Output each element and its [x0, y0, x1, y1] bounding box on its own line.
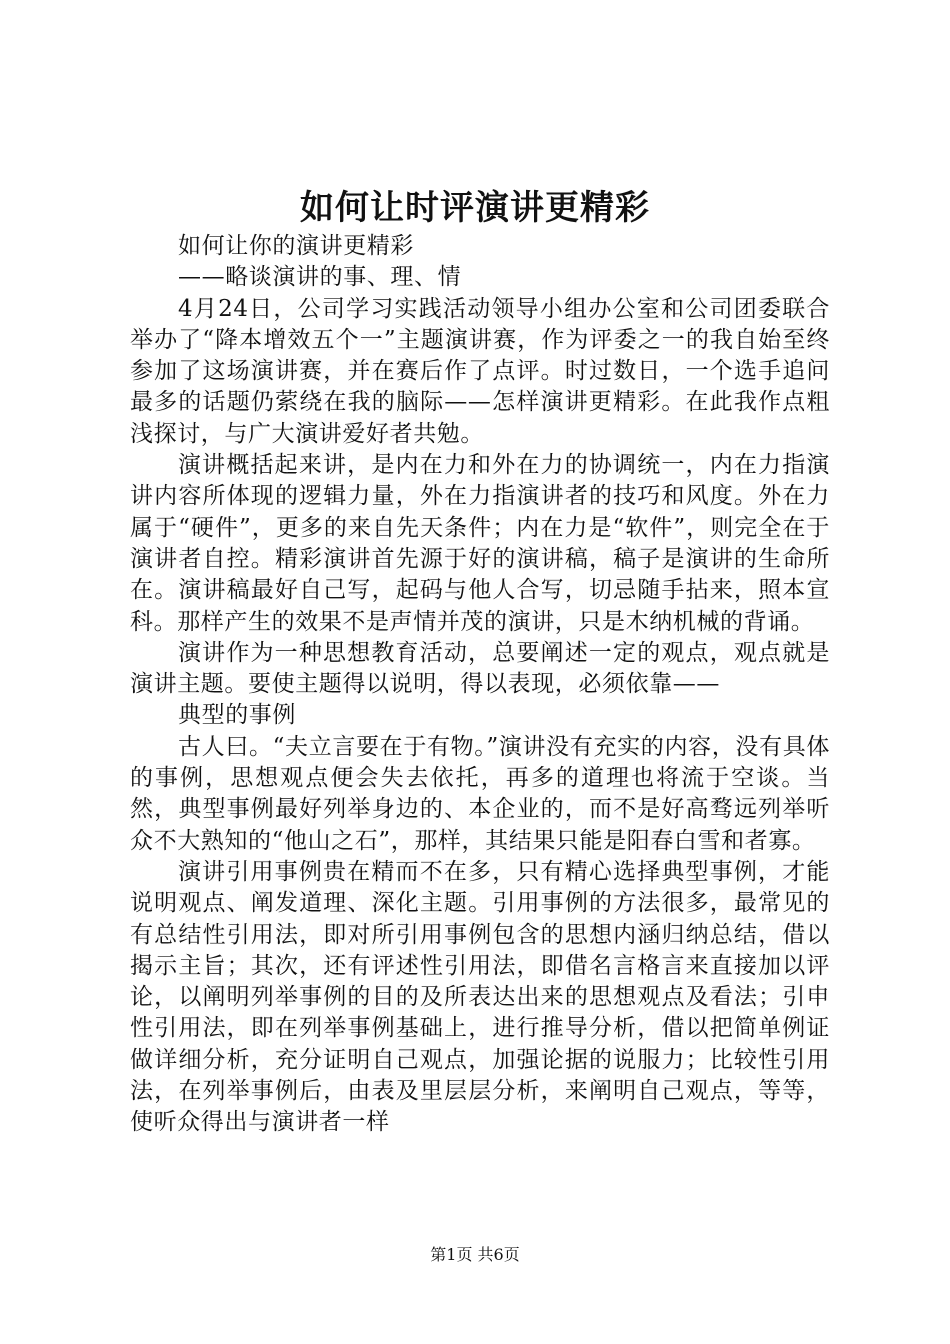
paragraph: 4月24日，公司学习实践活动领导小组办公室和公司团委联合举办了“降本增效五个一”主题演讲赛，作为评委之一的我自始至终参加了这场演讲赛，并在赛后作了点评。时过数日，一个选手追问最多的话题仍萦绕在我的脑际——怎样演讲更精彩。在此我作点粗浅探讨，与广大演讲爱好者共勉。 [130, 295, 830, 447]
paragraph: 演讲概括起来讲，是内在力和外在力的协调统一，内在力指演讲内容所体现的逻辑力量，外在力指演讲者的技巧和风度。外在力属于“硬件”，更多的来自先天条件；内在力是“软件”，则完全在于演讲者自控。精彩演讲首先源于好的演讲稿，稿子是演讲的生命所在。演讲稿最好自己写，起码与他人合写，切忌随手拈来，照本宣科。那样产生的效果不是声情并茂的演讲，只是木纳机械的背诵。 [130, 452, 830, 635]
paragraph: 演讲作为一种思想教育活动，总要阐述一定的观点，观点就是演讲主题。要使主题得以说明，得以表现，必须依靠—— [130, 639, 830, 698]
paragraph: 演讲引用事例贵在精而不在多，只有精心选择典型事例，才能说明观点、阐发道理、深化主题。引用事例的方法很多，最常见的有总结性引用法，即对所引用事例包含的思想内涵归纳总结，借以揭示主旨；其次，还有评述性引用法，即借名言格言来直接加以评论，以阐明列举事例的目的及所表达出来的思想观点及看法；引申性引用法，即在列举事例基础上，进行推导分析，借以把简单例证做详细分析，充分证明自己观点，加强论据的说服力；比较性引用法，在列举事例后，由表及里层层分析，来阐明自己观点，等等，使听众得出与演讲者一样 [130, 858, 830, 1136]
subtitle-dash-line: ——略谈演讲的事、理、情 [178, 264, 462, 291]
document-body [130, 231, 830, 1139]
document-title: 如何让时评演讲更精彩 [300, 188, 650, 228]
section-heading: 典型的事例 [178, 702, 296, 729]
paragraph: 古人曰。“夫立言要在于有物。”演讲没有充实的内容，没有具体的事例，思想观点便会失去依托，再多的道理也将流于空谈。当然，典型事例最好列举身边的、本企业的，而不是好高骛远列举听众不大熟知的“他山之石”，那样，其结果只能是阳春白雪和者寡。 [130, 733, 830, 854]
page-footer: 第1页 共6页 [430, 1245, 520, 1264]
subtitle-line: 如何让你的演讲更精彩 [178, 233, 414, 259]
